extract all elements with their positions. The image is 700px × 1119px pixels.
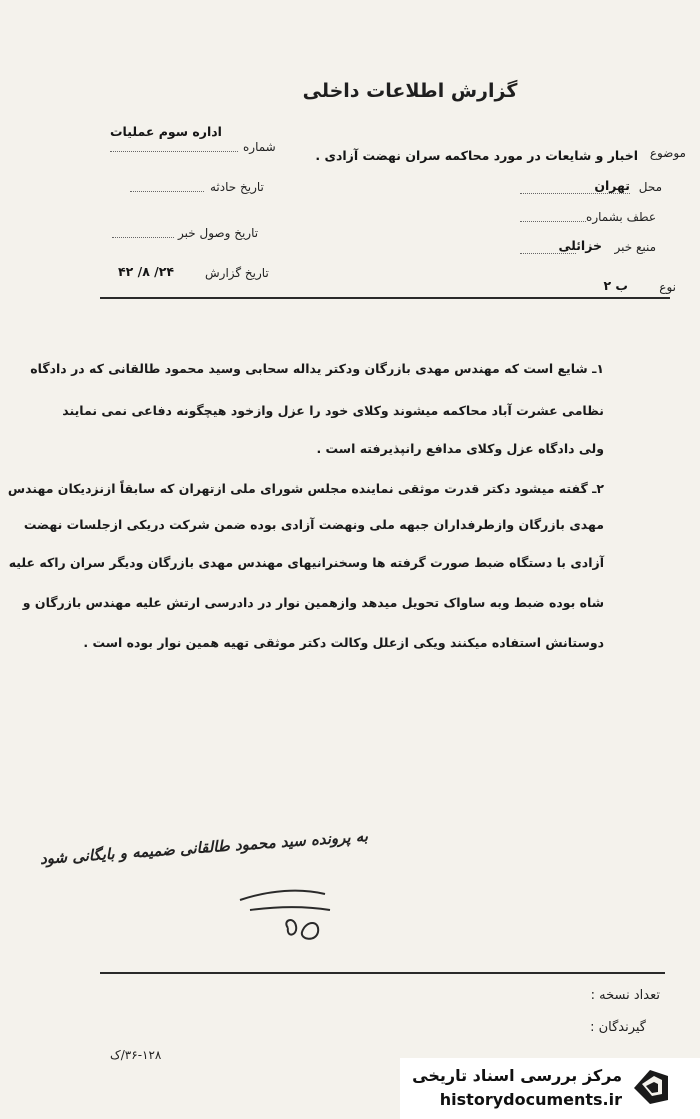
news-receipt-date-dotted-line bbox=[112, 236, 174, 238]
header-divider bbox=[100, 297, 670, 299]
location-dotted-line bbox=[520, 192, 630, 194]
location-label: محل bbox=[638, 180, 662, 194]
signature-scribble bbox=[230, 880, 350, 950]
reference-number-dotted-line bbox=[520, 220, 586, 222]
paragraph-line-7: شاه بوده ضبط وبه ساواک تحویل میدهد وازهمین نوار در دادرسی ارتش علیه مهندس بازرگان و bbox=[22, 595, 604, 610]
number-label: شماره bbox=[243, 140, 276, 154]
incident-date-label: تاریخ حادثه bbox=[210, 180, 264, 194]
reference-number-label: عطف بشماره bbox=[586, 210, 656, 224]
location-value: تهران bbox=[594, 178, 630, 193]
paragraph-line-3: ولی دادگاه عزل وکلای مدافع رانپذیرفته است . bbox=[316, 441, 604, 456]
paragraph-line-2: نظامی عشرت آباد محاکمه میشوند وکلای خود را عزل وازخود هیچگونه دفاعی نمی نمایند bbox=[62, 403, 604, 418]
news-source-label: منبع خبر bbox=[614, 240, 656, 254]
number-value: اداره سوم عملیات bbox=[110, 124, 222, 139]
news-source-value: خزائلی bbox=[558, 238, 602, 253]
number-dotted-line bbox=[110, 150, 238, 152]
news-source-dotted-line bbox=[520, 252, 576, 254]
incident-date-dotted-line bbox=[130, 190, 204, 192]
type-label: نوع bbox=[659, 280, 676, 294]
subject-label: موضوع bbox=[649, 146, 686, 160]
watermark-url: historydocuments.ir bbox=[439, 1090, 622, 1109]
news-receipt-date-label: تاریخ وصول خبر bbox=[178, 226, 259, 240]
watermark-persian: مرکز بررسی اسناد تاریخی bbox=[412, 1066, 622, 1085]
paragraph-line-1: ۱ـ شایع است که مهندس مهدی بازرگان ودکتر یداله سحابی وسید محمود طالقانی که در دادگاه bbox=[30, 361, 604, 376]
page-title: گزارش اطلاعات داخلی bbox=[302, 80, 518, 102]
document-code: ۳۶-۱۲۸/ک bbox=[110, 1048, 162, 1062]
type-value: ب ۲ bbox=[603, 278, 628, 293]
paragraph-line-4: ۲ـ گفته میشود دکتر قدرت موثقی نماینده مجلس شورای ملی ازتهران که سابقاً ازنزدیکان مهندس bbox=[7, 481, 604, 496]
archive-logo-icon bbox=[628, 1064, 674, 1110]
paragraph-line-6: آزادی با دستگاه ضبط صورت گرفته ها وسخنرانیهای مهندس مهدی بازرگان ودیگر سران راکه علیه bbox=[8, 555, 604, 570]
report-date-label: تاریخ گزارش bbox=[205, 266, 269, 280]
paragraph-line-5: مهدی بازرگان وازطرفداران جبهه ملی ونهضت آزادی بوده ضمن شرکت دریکی ازجلسات نهضت bbox=[23, 517, 604, 532]
handwritten-note: به پرونده سید محمود طالقانی ضمیمه و بایگانی شود bbox=[39, 827, 369, 868]
subject-value: اخبار و شایعات در مورد محاکمه سران نهضت آزادی . bbox=[315, 148, 638, 163]
copies-label: تعداد نسخه : bbox=[590, 988, 660, 1003]
paragraph-line-8: دوستانش استفاده میکنند ویکی ازعلل وکالت دکتر موثقی تهیه همین نوار بوده است . bbox=[83, 635, 604, 650]
footer-divider bbox=[100, 972, 665, 974]
recipients-label: گیرندگان : bbox=[590, 1020, 646, 1035]
report-date-value: ۲۴/ ۸/ ۴۲ bbox=[118, 264, 175, 279]
